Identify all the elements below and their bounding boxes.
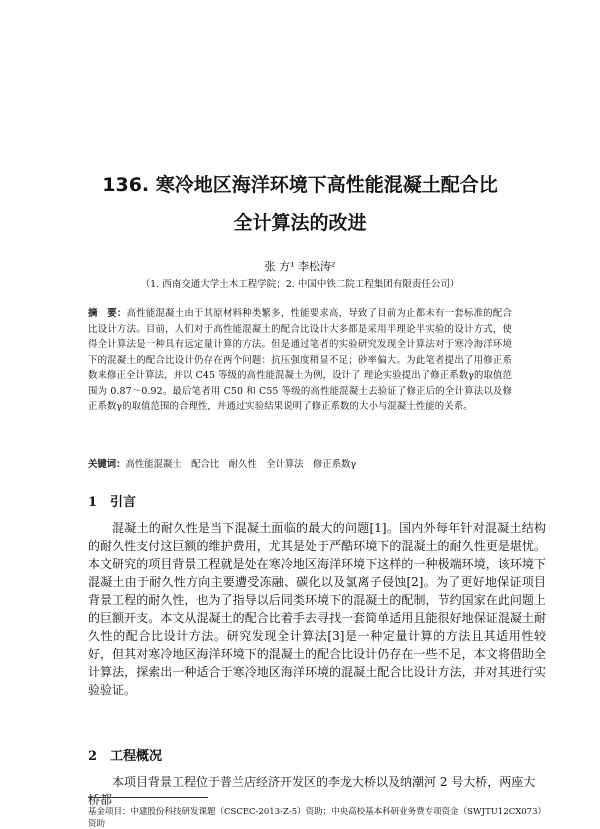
introduction-paragraph: 混凝土的耐久性是当下混凝土面临的最大的问题[1]。国内外每年针对混凝土结构的耐久性支付这巨额的维护费用，尤其是处于严酷环境下的混凝土的耐久性更是堪忧。本文研究的项目背景工程就是处在寒冷地区海洋环境下这样的一种极端环境，该环境下混凝土由于耐久性方向主要遭受冻融、碳化以及氯离子侵蚀[2]。为了更好地保证项目背景工程的耐久性，也为了指导以后同类环境下的混凝土的配制，节约国家在此问题上的巨额开支。本文从混凝土的配合比着手去寻找一套简单适用且能很好地保证混凝土耐久性的配合比设计方法。研究发现全计算法[3]是一种定量计算的方法且其适用性较好，但其对寒冷地区海洋环境下的混凝土的配合比设计仍存在一些不足，本文将借助全计算法，探索出一种适合于寒冷地区海洋环境的混凝土配合比设计方法，并对其进行实验验证。 (88, 521, 546, 697)
paper-title-line-2: 全计算法的改进 (233, 212, 367, 234)
abstract-text: 高性能混凝土由于其原材料种类繁多，性能要求高，导致了目前为止都未有一套标准的配合比设计方法。目前，人们对于高性能混凝土的配合比设计大多都是采用半理论半实验的设计方式，使得全计算法是一种具有远定量计算的方法。但是通过笔者的实验研究发现全计算法对于寒冷海洋环境下的混凝土的配合比设计仍存在两个问题：抗压强度稍显不足；砂率偏大。为此笔者提出了用修正系数来修正全计算法，并以 C45 等级的高性能混凝土为例，设计了 理论实验提出了修正系数γ的取值范围为 0.87～0.92。最后笔者用 C50 和 C55 等级的高性能混凝土去验证了修正后的全计算法以及修正系数γ的取值范围的合理性，并通过实验结果说明了修正系数的大小与混凝土性能的关系。 (88, 308, 512, 412)
section-heading-introduction: 1 引言 (88, 495, 137, 510)
authors: 张 方¹ 李松涛² (264, 260, 336, 273)
footnote-divider (88, 797, 208, 798)
keywords-text: 高性能混凝土 配合比 耐久性 全计算法 修正系数γ (125, 459, 357, 470)
keywords (88, 456, 512, 470)
keywords-label: 关键词： (88, 459, 126, 470)
paper-title-line-1: 136. 寒冷地区海洋环境下高性能混凝土配合比 (102, 174, 498, 196)
affiliations: （1. 西南交通大学土木工程学院；2. 中国中铁二院工程集团有限责任公司） (140, 279, 460, 290)
project-overview-paragraph: 本项目背景工程位于普兰店经济开发区的李龙大桥以及纳潮河 2 号大桥，两座大桥都 (88, 775, 536, 807)
abstract (88, 306, 512, 415)
section-heading-project-overview: 2 工程概况 (88, 749, 163, 764)
funding-footnote: 基金项目：中建股份科技研发课题（CSCEC-2013-Z-5）资助；中央高校基本科研业务费专项资金（SWJTU12CX073）资助 (88, 807, 546, 829)
introduction-body (88, 519, 546, 699)
abstract-label: 摘 要： (88, 308, 127, 319)
